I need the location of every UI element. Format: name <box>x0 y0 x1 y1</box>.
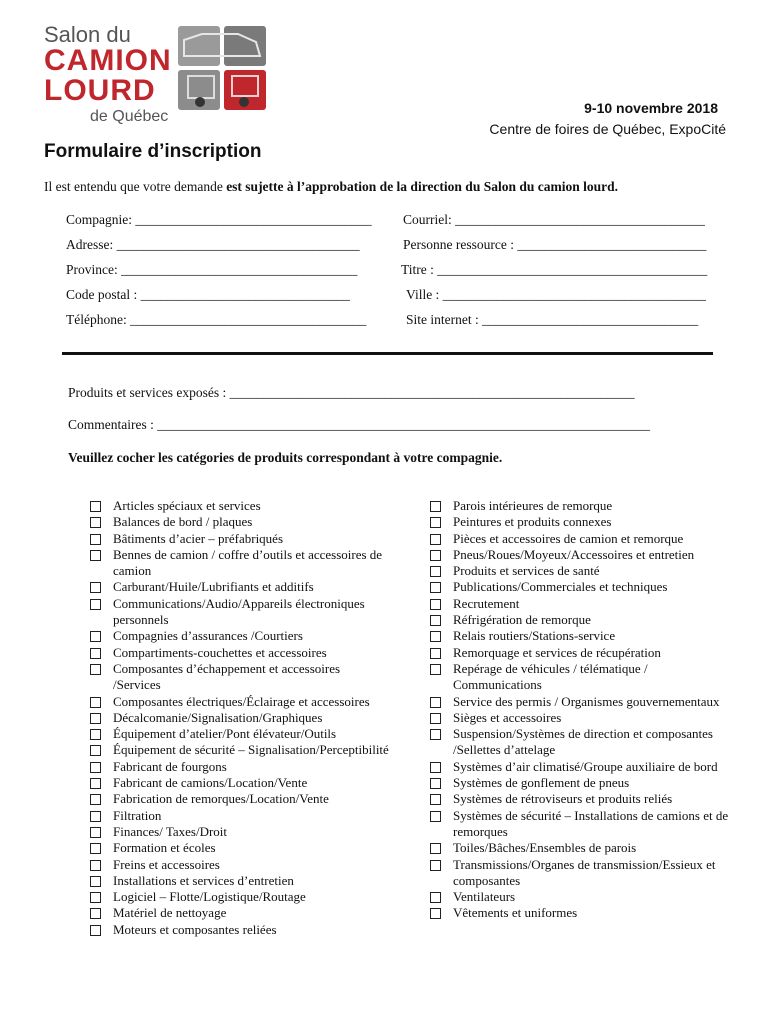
checkbox-icon[interactable] <box>90 811 101 822</box>
event-date: 9-10 novembre 2018 <box>584 100 718 116</box>
checkbox-icon[interactable] <box>430 501 441 512</box>
checkbox-icon[interactable] <box>430 615 441 626</box>
logo-line-lourd: LOURD <box>44 74 156 107</box>
category-label: Filtration <box>113 807 162 823</box>
category-item[interactable] <box>430 531 730 547</box>
form-title: Formulaire d’inscription <box>44 141 262 162</box>
category-label: Service des permis / Organismes gouvernementaux <box>453 693 720 709</box>
checkbox-icon[interactable] <box>90 843 101 854</box>
category-label: Repérage de véhicules / télématique / Communications <box>453 660 648 693</box>
category-label: Systèmes d’air climatisé/Groupe auxiliaire de bord <box>453 758 718 774</box>
category-label: Publications/Commerciales et techniques <box>453 579 668 595</box>
checkbox-icon[interactable] <box>430 599 441 610</box>
checkbox-icon[interactable] <box>90 860 101 871</box>
category-item[interactable] <box>430 808 730 841</box>
category-label: Équipement d’atelier/Pont élévateur/Outils <box>113 726 337 742</box>
category-label: Carburant/Huile/Lubrifiants et additifs <box>113 579 314 595</box>
category-label: Logiciel – Flotte/Logistique/Routage <box>113 889 306 905</box>
category-label: Balances de bord / plaques <box>113 514 253 530</box>
checkbox-icon[interactable] <box>430 697 441 708</box>
category-item[interactable] <box>90 596 390 629</box>
logo-line-salon: Salon du <box>44 22 131 47</box>
checkbox-icon[interactable] <box>90 925 101 936</box>
category-label: Vêtements et uniformes <box>453 905 578 921</box>
category-label: Équipement de sécurité – Signalisation/Perceptibilité <box>113 742 389 758</box>
category-item[interactable] <box>430 694 730 710</box>
category-item[interactable] <box>430 645 730 661</box>
titre-field[interactable]: Titre : ________________________________________ <box>401 262 708 277</box>
checkbox-icon[interactable] <box>430 860 441 871</box>
category-item[interactable] <box>90 547 390 580</box>
checkbox-icon[interactable] <box>430 843 441 854</box>
category-label: Réfrigération de remorque <box>453 612 591 628</box>
category-item[interactable] <box>430 514 730 530</box>
salon-logo <box>44 22 274 125</box>
category-item[interactable] <box>90 498 390 514</box>
category-label: Pièces et accessoires de camion et remorque <box>453 530 684 546</box>
category-label: Freins et accessoires <box>113 856 220 872</box>
logo-line-camion: CAMION <box>44 44 172 77</box>
checkbox-icon[interactable] <box>430 582 441 593</box>
category-item[interactable] <box>90 694 390 710</box>
category-item[interactable] <box>430 661 730 694</box>
notice-prefix: Il est entendu que votre demande <box>44 179 227 194</box>
category-item[interactable] <box>90 905 390 921</box>
produits-field[interactable]: Produits et services exposés : ____________________________________________________________ <box>68 385 635 400</box>
category-item[interactable] <box>90 759 390 775</box>
category-item[interactable] <box>90 531 390 547</box>
category-item[interactable] <box>90 889 390 905</box>
category-label: Systèmes de rétroviseurs et produits reliés <box>453 791 673 807</box>
category-label: Composantes électriques/Éclairage et accessoires <box>113 693 370 709</box>
category-label: Recrutement <box>453 595 520 611</box>
category-item[interactable] <box>430 579 730 595</box>
checkbox-icon[interactable] <box>90 534 101 545</box>
checkbox-icon[interactable] <box>430 566 441 577</box>
checkbox-icon[interactable] <box>90 876 101 887</box>
code-postal-field[interactable]: Code postal : _______________________________ <box>66 287 350 302</box>
checkbox-icon[interactable] <box>430 892 441 903</box>
category-item[interactable] <box>430 726 730 759</box>
checkbox-icon[interactable] <box>430 811 441 822</box>
category-label: Systèmes de gonflement de pneus <box>453 775 630 791</box>
category-label: Transmissions/Organes de transmission/Essieux et composantes <box>453 856 716 888</box>
checkbox-icon[interactable] <box>90 550 101 561</box>
category-item[interactable] <box>430 596 730 612</box>
category-item[interactable] <box>90 726 390 742</box>
approval-notice <box>44 179 618 195</box>
event-place: Centre de foires de Québec, ExpoCité <box>489 121 726 137</box>
category-item[interactable] <box>90 808 390 824</box>
checkbox-icon[interactable] <box>90 713 101 724</box>
category-label: Produits et services de santé <box>453 563 600 579</box>
category-item[interactable] <box>90 579 390 595</box>
compagnie-field[interactable]: Compagnie: ___________________________________ <box>66 212 372 227</box>
category-item[interactable] <box>430 563 730 579</box>
category-item[interactable] <box>430 628 730 644</box>
category-item[interactable] <box>430 759 730 775</box>
checkbox-icon[interactable] <box>90 794 101 805</box>
category-label: Peintures et produits connexes <box>453 514 612 530</box>
checkbox-icon[interactable] <box>90 827 101 838</box>
category-item[interactable] <box>430 857 730 890</box>
category-label: Décalcomanie/Signalisation/Graphiques <box>113 709 323 725</box>
category-label: Suspension/Systèmes de direction et composantes /Sellettes d’attelage <box>453 726 713 758</box>
checkbox-icon[interactable] <box>90 648 101 659</box>
checkbox-icon[interactable] <box>430 778 441 789</box>
truck-logo-icon <box>178 26 268 112</box>
checkbox-icon[interactable] <box>90 517 101 528</box>
category-label: Parois intérieures de remorque <box>453 498 613 513</box>
checkbox-icon[interactable] <box>430 713 441 724</box>
section-divider <box>62 352 713 355</box>
checkbox-icon[interactable] <box>90 582 101 593</box>
checkbox-icon[interactable] <box>90 892 101 903</box>
checkbox-icon[interactable] <box>430 550 441 561</box>
category-label: Bâtiments d’acier – préfabriqués <box>113 530 284 546</box>
category-label: Composantes d’échappement et accessoires /Services <box>113 660 341 693</box>
category-label: Fabricant de camions/Location/Vente <box>113 775 308 791</box>
commentaires-field[interactable]: Commentaires : _________________________________________________________________________ <box>68 417 650 432</box>
checkbox-icon[interactable] <box>90 664 101 675</box>
category-label: Matériel de nettoyage <box>113 905 227 921</box>
logo-line-quebec: de Québec <box>90 108 169 125</box>
category-item[interactable] <box>90 857 390 873</box>
checkbox-icon[interactable] <box>430 729 441 740</box>
category-item[interactable] <box>430 791 730 807</box>
category-item[interactable] <box>430 498 730 514</box>
checkbox-icon[interactable] <box>430 631 441 642</box>
category-label: Pneus/Roues/Moyeux/Accessoires et entretien <box>453 546 695 562</box>
category-item[interactable] <box>430 840 730 856</box>
checkbox-icon[interactable] <box>90 762 101 773</box>
category-item[interactable] <box>90 742 390 758</box>
checkbox-icon[interactable] <box>430 648 441 659</box>
province-field[interactable]: Province: ___________________________________ <box>66 262 358 277</box>
checkbox-icon[interactable] <box>90 745 101 756</box>
category-item[interactable] <box>430 889 730 905</box>
category-label: Compartiments-couchettes et accessoires <box>113 644 327 660</box>
checkbox-icon[interactable] <box>430 762 441 773</box>
category-item[interactable] <box>90 775 390 791</box>
ville-field[interactable]: Ville : _______________________________________ <box>406 287 706 302</box>
category-item[interactable] <box>90 824 390 840</box>
category-item[interactable] <box>90 645 390 661</box>
category-label: Toiles/Bâches/Ensembles de parois <box>453 840 637 856</box>
checkbox-icon[interactable] <box>90 501 101 512</box>
category-label: Ventilateurs <box>453 889 516 905</box>
category-item[interactable] <box>90 922 390 938</box>
category-label: Installations et services d’entretien <box>113 872 294 888</box>
category-label: Communications/Audio/Appareils électroniques personnels <box>113 595 365 628</box>
checkbox-icon[interactable] <box>430 908 441 919</box>
category-label: Moteurs et composantes reliées <box>113 921 277 937</box>
category-item[interactable] <box>90 628 390 644</box>
personne-ressource-field[interactable]: Personne ressource : ____________________________ <box>403 237 707 252</box>
category-label: Formation et écoles <box>113 840 216 856</box>
courriel-field[interactable]: Courriel: _____________________________________ <box>403 212 705 227</box>
categories-left-column <box>90 498 390 938</box>
category-item[interactable] <box>90 661 390 694</box>
checkbox-icon[interactable] <box>430 534 441 545</box>
checkbox-icon[interactable] <box>90 631 101 642</box>
category-item[interactable] <box>90 791 390 807</box>
checkbox-icon[interactable] <box>90 599 101 610</box>
category-label: Fabrication de remorques/Location/Vente <box>113 791 329 807</box>
checkbox-icon[interactable] <box>90 697 101 708</box>
checkbox-icon[interactable] <box>430 794 441 805</box>
notice-bold: est sujette à l’approbation de la direction du Salon du camion lourd. <box>226 179 618 194</box>
category-label: Remorquage et services de récupération <box>453 644 661 660</box>
category-label: Relais routiers/Stations-service <box>453 628 616 644</box>
category-item[interactable] <box>90 873 390 889</box>
category-item[interactable] <box>430 905 730 921</box>
category-item[interactable] <box>90 840 390 856</box>
telephone-field[interactable]: Téléphone: ___________________________________ <box>66 312 367 327</box>
checkbox-icon[interactable] <box>90 908 101 919</box>
category-item[interactable] <box>430 612 730 628</box>
site-internet-field[interactable]: Site internet : ________________________________ <box>406 312 699 327</box>
category-label: Articles spéciaux et services <box>113 498 261 513</box>
category-label: Compagnies d’assurances /Courtiers <box>113 628 303 644</box>
category-label: Bennes de camion / coffre d’outils et accessoires de camion <box>113 546 383 579</box>
checkbox-icon[interactable] <box>430 664 441 675</box>
category-instruction: Veuillez cocher les catégories de produits correspondant à votre compagnie. <box>68 450 503 465</box>
category-label: Systèmes de sécurité – Installations de camions et de remorques <box>453 807 729 839</box>
adresse-field[interactable]: Adresse: ____________________________________ <box>66 237 360 252</box>
checkbox-icon[interactable] <box>90 729 101 740</box>
category-label: Sièges et accessoires <box>453 709 562 725</box>
category-label: Fabricant de fourgons <box>113 758 227 774</box>
category-item[interactable] <box>430 775 730 791</box>
category-label: Finances/ Taxes/Droit <box>113 823 228 839</box>
category-item[interactable] <box>90 514 390 530</box>
category-item[interactable] <box>430 547 730 563</box>
categories-right-column <box>430 498 730 922</box>
category-item[interactable] <box>430 710 730 726</box>
checkbox-icon[interactable] <box>430 517 441 528</box>
checkbox-icon[interactable] <box>90 778 101 789</box>
category-item[interactable] <box>90 710 390 726</box>
